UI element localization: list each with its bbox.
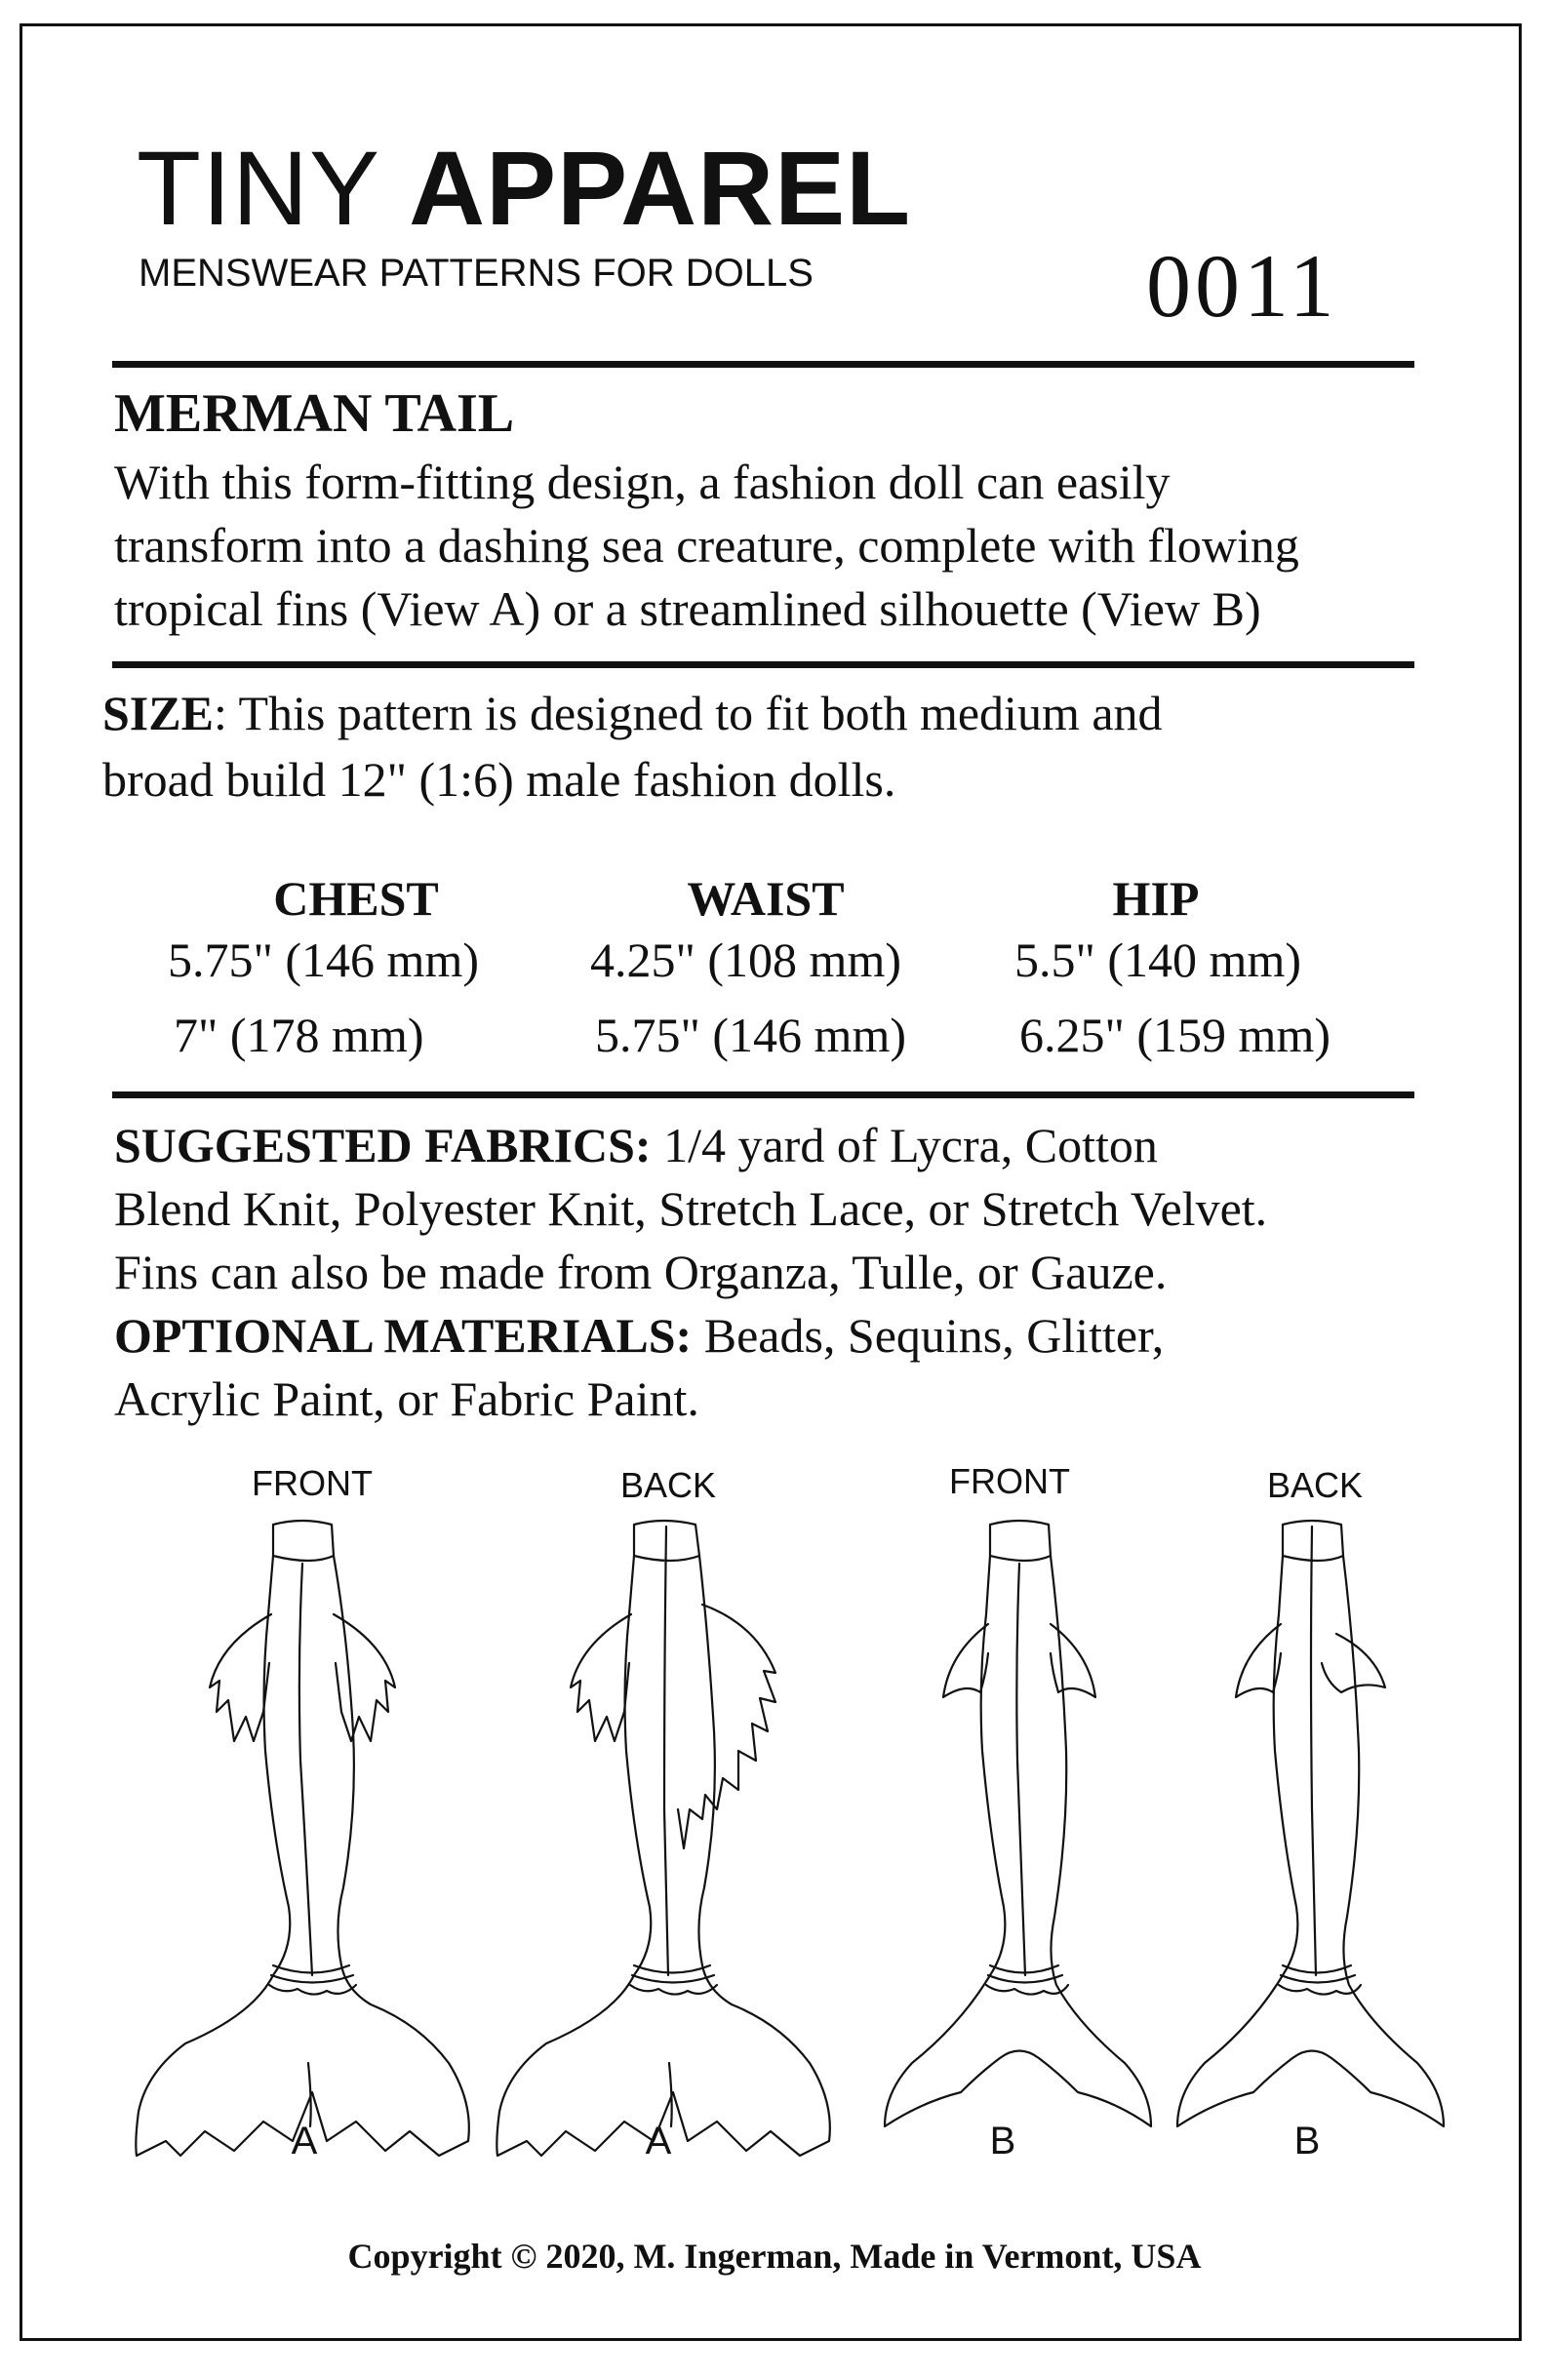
measure-cell: 6.25" (159 mm) <box>1019 1008 1331 1062</box>
optional-line-1: Beads, Sequins, Glitter, <box>692 1308 1165 1363</box>
fabrics-label: SUGGESTED FABRICS: <box>114 1118 652 1172</box>
fabrics-section <box>114 1114 1480 1431</box>
measure-header-waist: WAIST <box>687 871 845 926</box>
description <box>114 451 1460 641</box>
measure-cell: 5.5" (140 mm) <box>1014 932 1301 987</box>
description-line: With this form-fitting design, a fashion doll can easily <box>114 455 1171 509</box>
measure-cell: 5.75" (146 mm) <box>595 1008 906 1062</box>
size-label: SIZE <box>102 686 214 740</box>
view-letter: A <box>645 2120 672 2162</box>
brand-tagline: MENSWEAR PATTERNS FOR DOLLS <box>139 252 814 295</box>
copyright: Copyright © 2020, M. Ingerman, Made in Vermont, USA <box>347 2237 1202 2276</box>
view-side-label: FRONT <box>252 1463 373 1503</box>
view-letter: A <box>291 2120 318 2162</box>
optional-label: OPTIONAL MATERIALS: <box>114 1308 693 1363</box>
size-line-2: broad build 12" (1:6) male fashion dolls. <box>102 752 896 807</box>
view-letter: B <box>989 2120 1016 2162</box>
description-line: tropical fins (View A) or a streamlined silhouette (View B) <box>114 581 1261 636</box>
measure-cell: 5.75" (146 mm) <box>168 932 479 987</box>
size-section <box>102 680 1449 813</box>
pattern-code: 0011 <box>1146 236 1338 336</box>
size-line-1: : This pattern is designed to fit both medium and <box>213 686 1163 740</box>
tail-a-back-illustration <box>483 1517 844 2161</box>
view-side-label: BACK <box>619 1465 717 1505</box>
divider <box>112 1091 1414 1098</box>
brand-bold: APPAREL <box>409 129 912 247</box>
measure-header-hip: HIP <box>1112 871 1200 926</box>
fabrics-line-3: Fins can also be made from Organza, Tulle, or Gauze. <box>114 1245 1168 1299</box>
tail-b-front-illustration <box>873 1517 1166 2141</box>
measure-cell: 7" (178 mm) <box>174 1008 424 1062</box>
view-side-label: BACK <box>1266 1465 1364 1505</box>
fabrics-line-1: 1/4 yard of Lycra, Cotton <box>651 1118 1158 1172</box>
tail-a-front-illustration <box>127 1517 478 2161</box>
pattern-title: MERMAN TAIL <box>114 383 515 444</box>
optional-line-2: Acrylic Paint, or Fabric Paint. <box>114 1371 699 1426</box>
view-letter: B <box>1293 2120 1321 2162</box>
brand-light: TINY <box>137 129 379 247</box>
fabrics-line-2: Blend Knit, Polyester Knit, Stretch Lace, or Stretch Velvet. <box>114 1181 1268 1236</box>
measure-cell: 4.25" (108 mm) <box>590 932 901 987</box>
tail-b-back-illustration <box>1166 1517 1458 2141</box>
measure-header-chest: CHEST <box>273 871 439 926</box>
divider <box>112 661 1414 668</box>
description-line: transform into a dashing sea creature, complete with flowing <box>114 518 1299 573</box>
brand-title <box>137 127 911 249</box>
divider <box>112 361 1414 368</box>
view-side-label: FRONT <box>949 1461 1070 1501</box>
